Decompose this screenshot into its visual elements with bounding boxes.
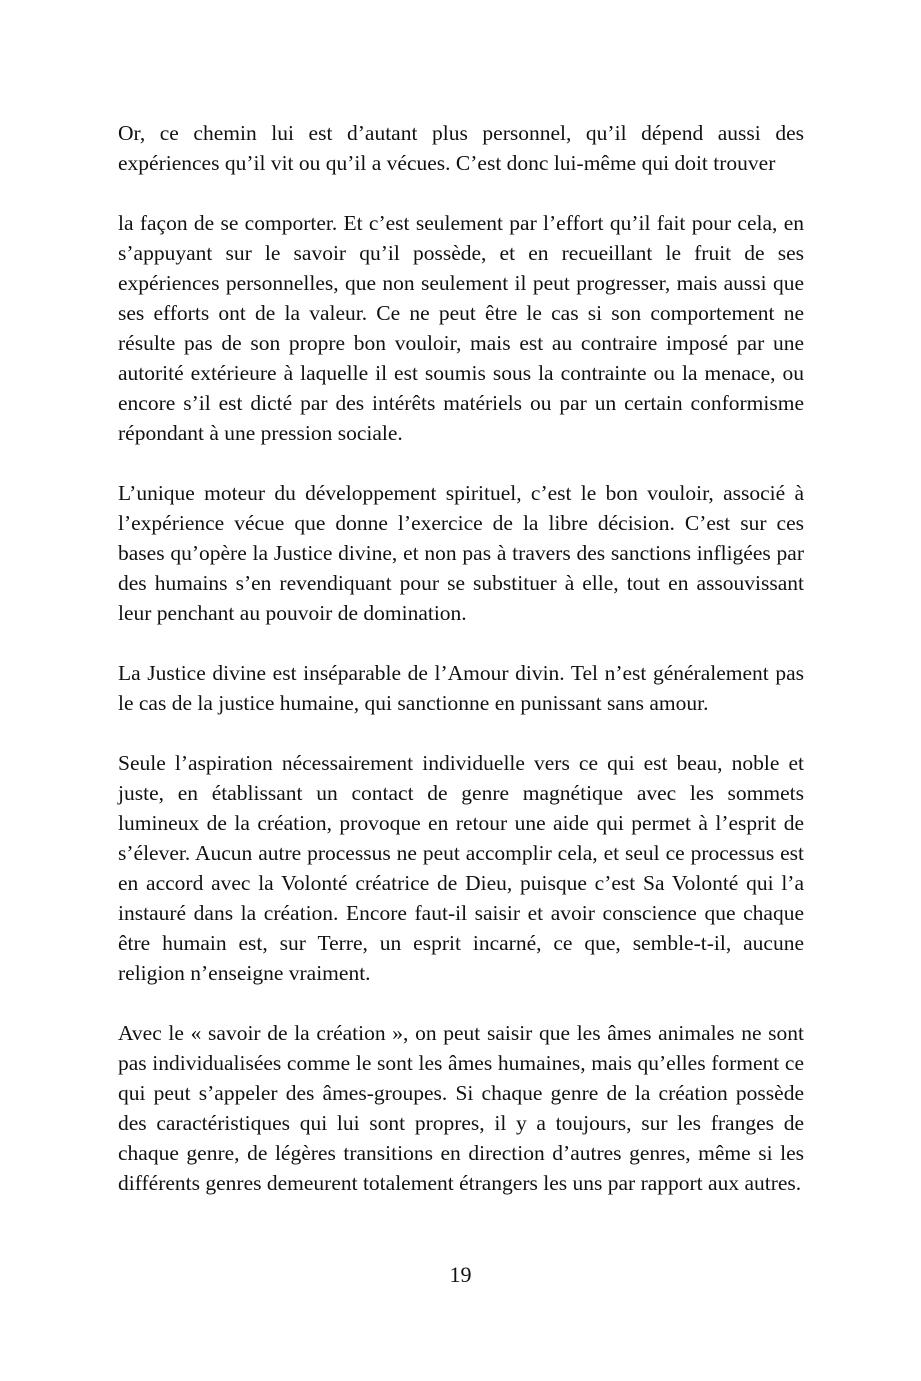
paragraph-3: L’unique moteur du développement spirituel, c’est le bon vouloir, associé à l’expérience vécue que donne l’exercice de la libre décision. C’est sur ces bases qu’opère la Justice divine, et non pas à travers des sanctions infligées par des humains s’en revendiquant pour se substituer à elle, tout en assouvissant leur penchant au pouvoir de domination. [118, 481, 804, 625]
paragraph-6: Avec le « savoir de la création », on peut saisir que les âmes animales ne sont pas individualisées comme le sont les âmes humaines, mais qu’elles forment ce qui peut s’appeler des âmes-groupes. Si chaque genre de la création possède des caractéristiques qui lui sont propres, il y a toujours, sur les franges de chaque genre, de légères transitions en direction d’autres genres, même si les différents genres demeurent totalement étrangers les uns par rapport aux autres. [118, 1021, 804, 1195]
paragraph-2: la façon de se comporter. Et c’est seulement par l’effort qu’il fait pour cela, en s’appuyant sur le savoir qu’il possède, et en recueillant le fruit de ses expériences personnelles, que non seulement il peut progresser, mais aussi que ses efforts ont de la valeur. Ce ne peut être le cas si son comportement ne résulte pas de son propre bon vouloir, mais est au contraire imposé par une autorité extérieure à laquelle il est soumis sous la contrainte ou la menace, ou encore s’il est dicté par des intérêts matériels ou par un certain conformisme répondant à une pression sociale. [118, 211, 804, 445]
paragraph-1: Or, ce chemin lui est d’autant plus personnel, qu’il dépend aussi des expériences qu’il vit ou qu’il a vécues. C’est donc lui-même qui doit trouver [118, 121, 804, 175]
page-number: 19 [449, 1262, 472, 1287]
page-body [118, 118, 804, 1228]
paragraph-4: La Justice divine est inséparable de l’Amour divin. Tel n’est généralement pas le cas de la justice humaine, qui sanctionne en punissant sans amour. [118, 661, 804, 715]
paragraph-5: Seule l’aspiration nécessairement individuelle vers ce qui est beau, noble et juste, en établissant un contact de genre magnétique avec les sommets lumineux de la création, provoque en retour une aide qui permet à l’esprit de s’élever. Aucun autre processus ne peut accomplir cela, et seul ce processus est en accord avec la Volonté créatrice de Dieu, puisque c’est Sa Volonté qui l’a instauré dans la création. Encore faut-il saisir et avoir conscience que chaque être humain est, sur Terre, un esprit incarné, ce que, semble-t-il, aucune religion n’enseigne vraiment. [118, 751, 804, 985]
